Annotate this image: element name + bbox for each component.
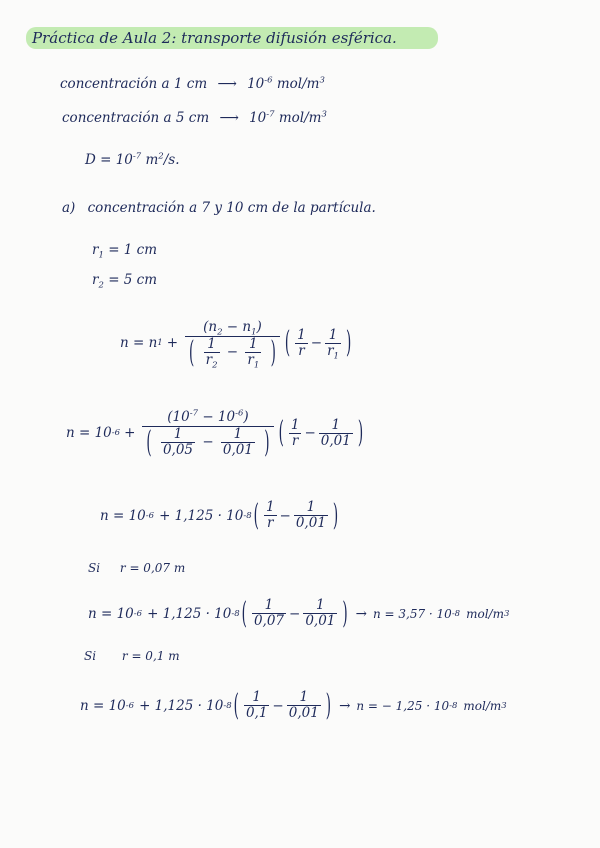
case2-condition bbox=[84, 648, 180, 664]
page-title: Práctica de Aula 2: transporte difusión esférica. bbox=[32, 29, 397, 47]
concentration-1cm bbox=[60, 76, 325, 92]
eq1-den-frac-b bbox=[245, 336, 261, 371]
c2-unit: mol/m bbox=[278, 110, 322, 126]
eq1-denominator bbox=[185, 334, 280, 371]
eq1-den-r2-sym: r bbox=[205, 352, 213, 368]
eq2-num-a-exp: -7 bbox=[189, 408, 199, 419]
case2-one-a: 1 bbox=[244, 690, 269, 706]
eq1-lhs: n = n bbox=[120, 335, 158, 351]
eq1-den-minus: − bbox=[226, 344, 239, 360]
eq1-num-sub1: 1 bbox=[251, 327, 257, 338]
eq1-den-one-b: 1 bbox=[245, 337, 261, 353]
D-unit-exp: 2 bbox=[158, 151, 164, 162]
case1-result: n = 3,57 · 10 bbox=[372, 606, 452, 621]
eq2-den-minus: − bbox=[202, 434, 214, 450]
case2-coef: + 1,125 · 10 bbox=[139, 697, 224, 714]
case1-equation: n = 10 -6 + 1,125 · 10 -8 ( $\frac{1}{0,07}$ − $\frac{1}{0,01}$ ) → n = 3,57 · 10 -8 mol/m 3 bbox=[88, 595, 510, 632]
eq1-p-r1-sym: r bbox=[327, 342, 334, 359]
case1-unit: mol/m bbox=[466, 606, 504, 621]
equation-general: n = n 1 + $(n_2 - n_1)$ ( $\frac{1}{r_2}$ − $\frac{1}{r_1}$ ) ( $\frac{1}{r}$ − $\frac{1}{r_1}$ ) bbox=[120, 319, 352, 371]
D-unit: m bbox=[145, 152, 159, 168]
eq2-p-frac-a bbox=[289, 418, 302, 449]
eq2-numerator bbox=[142, 408, 273, 427]
case1-minus: − bbox=[289, 605, 301, 622]
eq3-frac-a bbox=[264, 500, 277, 531]
case2-frac-a bbox=[244, 690, 269, 721]
paren-open: ( bbox=[284, 325, 291, 361]
eq3-coef: + 1,125 · 10 bbox=[159, 507, 244, 524]
eq2-main-fraction bbox=[142, 408, 273, 461]
case2-lhs: n = 10 bbox=[80, 697, 126, 714]
eq2-p-den: 0,01 bbox=[320, 432, 351, 449]
case1-lhs: n = 10 bbox=[88, 605, 134, 622]
eq2-p-r: r bbox=[291, 432, 299, 449]
eq1-p-r1-sub: 1 bbox=[333, 351, 339, 362]
r2-value: = 5 cm bbox=[108, 272, 158, 288]
eq2-den-frac-a bbox=[161, 427, 195, 458]
eq1-num-mid: − n bbox=[226, 319, 252, 335]
eq1-plus: + bbox=[166, 335, 179, 351]
eq1-den-r2-sub: 2 bbox=[212, 360, 218, 371]
paren-open: ( bbox=[278, 415, 284, 451]
case2-result: n = − 1,25 · 10 bbox=[356, 698, 450, 713]
eq3-lhs: n = 10 bbox=[100, 507, 146, 524]
paren-close: ) bbox=[264, 424, 270, 461]
eq1-p-r1 bbox=[325, 342, 341, 362]
eq2-num-b: − 10 bbox=[202, 409, 236, 425]
case1-cond: r = 0,07 m bbox=[119, 561, 186, 575]
c1-label: concentración a 1 cm bbox=[60, 76, 208, 92]
c2-base: 10 bbox=[249, 110, 267, 126]
eq1-den-r1 bbox=[245, 352, 261, 371]
concentration-5cm bbox=[62, 110, 327, 126]
paren-open: ( bbox=[146, 424, 152, 461]
paren-close: ) bbox=[345, 325, 352, 361]
eq3-one-b: 1 bbox=[294, 500, 328, 516]
c2-label: concentración a 5 cm bbox=[62, 110, 210, 126]
case1-den-b: 0,01 bbox=[305, 613, 336, 629]
eq2-den-frac-b bbox=[221, 427, 255, 458]
eq2-num-end: ) bbox=[243, 409, 249, 425]
eq3-one-a: 1 bbox=[265, 499, 275, 515]
eq3-r: r bbox=[267, 515, 274, 531]
arrow-icon: → bbox=[339, 697, 351, 714]
case2-si: Si bbox=[84, 649, 97, 663]
eq3-minus: − bbox=[279, 507, 291, 524]
eq2-p-minus: − bbox=[304, 425, 316, 441]
eq2-denominator bbox=[142, 424, 273, 461]
case2-minus: − bbox=[272, 697, 284, 714]
paren-open: ( bbox=[233, 687, 239, 724]
eq2-den-a: 0,05 bbox=[162, 442, 194, 458]
case2-den-b: 0,01 bbox=[288, 705, 319, 721]
c2-exp: -7 bbox=[266, 109, 275, 120]
paren-close: ) bbox=[325, 687, 332, 724]
eq2-den-one-b: 1 bbox=[221, 427, 255, 443]
r2-sub: 2 bbox=[98, 280, 104, 291]
eq2-num-a: (10 bbox=[167, 409, 190, 425]
paren-close: ) bbox=[332, 497, 339, 534]
eq3-frac-b bbox=[294, 500, 328, 531]
case2-unit: mol/m bbox=[463, 698, 502, 713]
eq2-lhs: n = 10 bbox=[66, 425, 112, 441]
eq1-den-r1-sym: r bbox=[247, 352, 254, 368]
eq1-den-r1-sub: 1 bbox=[253, 360, 260, 371]
eq1-num-end: ) bbox=[256, 319, 262, 335]
eq2-den-one-a: 1 bbox=[161, 427, 195, 443]
eq2-num-b-exp: -6 bbox=[235, 408, 244, 419]
eq1-p-frac-b bbox=[325, 326, 341, 362]
case1-coef: + 1,125 · 10 bbox=[147, 605, 232, 622]
eq2-p-frac-b bbox=[319, 418, 353, 449]
case2-cond: r = 0,1 m bbox=[121, 649, 180, 663]
arrow-icon: ⟶ bbox=[219, 110, 239, 126]
case1-si: Si bbox=[88, 561, 101, 575]
eq1-den-frac-a bbox=[204, 336, 220, 371]
c1-unit: mol/m bbox=[276, 76, 320, 92]
case1-one-b: 1 bbox=[303, 598, 337, 614]
part-a-heading bbox=[62, 200, 376, 216]
case2-equation: n = 10 -6 + 1,125 · 10 -8 ( $\frac{1}{0,1}$ − $\frac{1}{0,01}$ ) → n = − 1,25 · 10 -8 mol/m 3 bbox=[80, 687, 507, 724]
eq1-p-minus: − bbox=[310, 335, 323, 351]
eq2-p-one-b: 1 bbox=[319, 418, 353, 434]
eq1-den-r2 bbox=[204, 352, 220, 371]
case2-frac-b bbox=[287, 690, 321, 721]
r1-definition bbox=[92, 242, 158, 261]
case2-one-b: 1 bbox=[287, 690, 321, 706]
eq1-numerator bbox=[185, 318, 280, 337]
paren-close: ) bbox=[342, 595, 348, 632]
case1-one-a: 1 bbox=[252, 598, 286, 614]
part-a-label: a) bbox=[62, 200, 76, 216]
case1-condition bbox=[88, 560, 185, 576]
eq2-den-b: 0,01 bbox=[222, 442, 253, 458]
r2-definition bbox=[92, 272, 158, 291]
eq1-den-one-a: 1 bbox=[204, 337, 220, 353]
r1-value: = 1 cm bbox=[108, 242, 158, 258]
r1-symbol: r bbox=[92, 242, 99, 258]
eq1-p-one-a: 1 bbox=[297, 326, 306, 343]
eq1-p-one-b: 1 bbox=[325, 328, 341, 344]
eq2-plus: + bbox=[124, 425, 136, 441]
D-text: D = 10 bbox=[85, 152, 133, 168]
D-unit-tail: /s. bbox=[163, 152, 180, 168]
r2-symbol: r bbox=[92, 272, 99, 288]
diffusivity bbox=[85, 152, 180, 168]
case2-den-a: 0,1 bbox=[245, 705, 268, 721]
paren-close: ) bbox=[357, 415, 364, 451]
arrow-icon: → bbox=[355, 605, 367, 622]
case1-den-a: 0,07 bbox=[253, 613, 284, 629]
paren-open: ( bbox=[189, 334, 195, 371]
case1-frac-b bbox=[303, 598, 337, 629]
eq1-p-r: r bbox=[298, 342, 305, 359]
eq1-p-frac-a bbox=[295, 328, 308, 359]
c1-exp: -6 bbox=[264, 75, 273, 86]
part-a-text: concentración a 7 y 10 cm de la partícula. bbox=[87, 200, 376, 216]
equation-substituted: n = 10 -6 + $(10^{-7} - 10^{-6})$ ( $\frac{1}{0,05}$ − $\frac{1}{0,01}$ ) ( $\frac{1}{r}$ − $\frac{1}{0,01}$ ) bbox=[66, 408, 365, 458]
case1-frac-a bbox=[252, 598, 286, 629]
r1-sub: 1 bbox=[98, 250, 104, 261]
c1-base: 10 bbox=[247, 76, 265, 92]
equation-simplified: n = 10 -6 + 1,125 · 10 -8 ( $\frac{1}{r}$ − $\frac{1}{0,01}$ ) bbox=[100, 497, 339, 534]
arrow-icon: ⟶ bbox=[217, 76, 237, 92]
c1-unit-exp: 3 bbox=[319, 75, 325, 86]
eq1-main-fraction bbox=[185, 318, 280, 371]
eq2-p-one-a: 1 bbox=[290, 416, 300, 433]
paren-close: ) bbox=[270, 334, 276, 371]
paren-open: ( bbox=[241, 595, 247, 632]
paren-open: ( bbox=[253, 497, 259, 534]
eq1-num-a: (n bbox=[203, 319, 218, 335]
eq1-num-sub2: 2 bbox=[217, 327, 223, 338]
eq3-den: 0,01 bbox=[295, 515, 326, 531]
D-exp: -7 bbox=[132, 151, 142, 162]
c2-unit-exp: 3 bbox=[321, 109, 327, 120]
